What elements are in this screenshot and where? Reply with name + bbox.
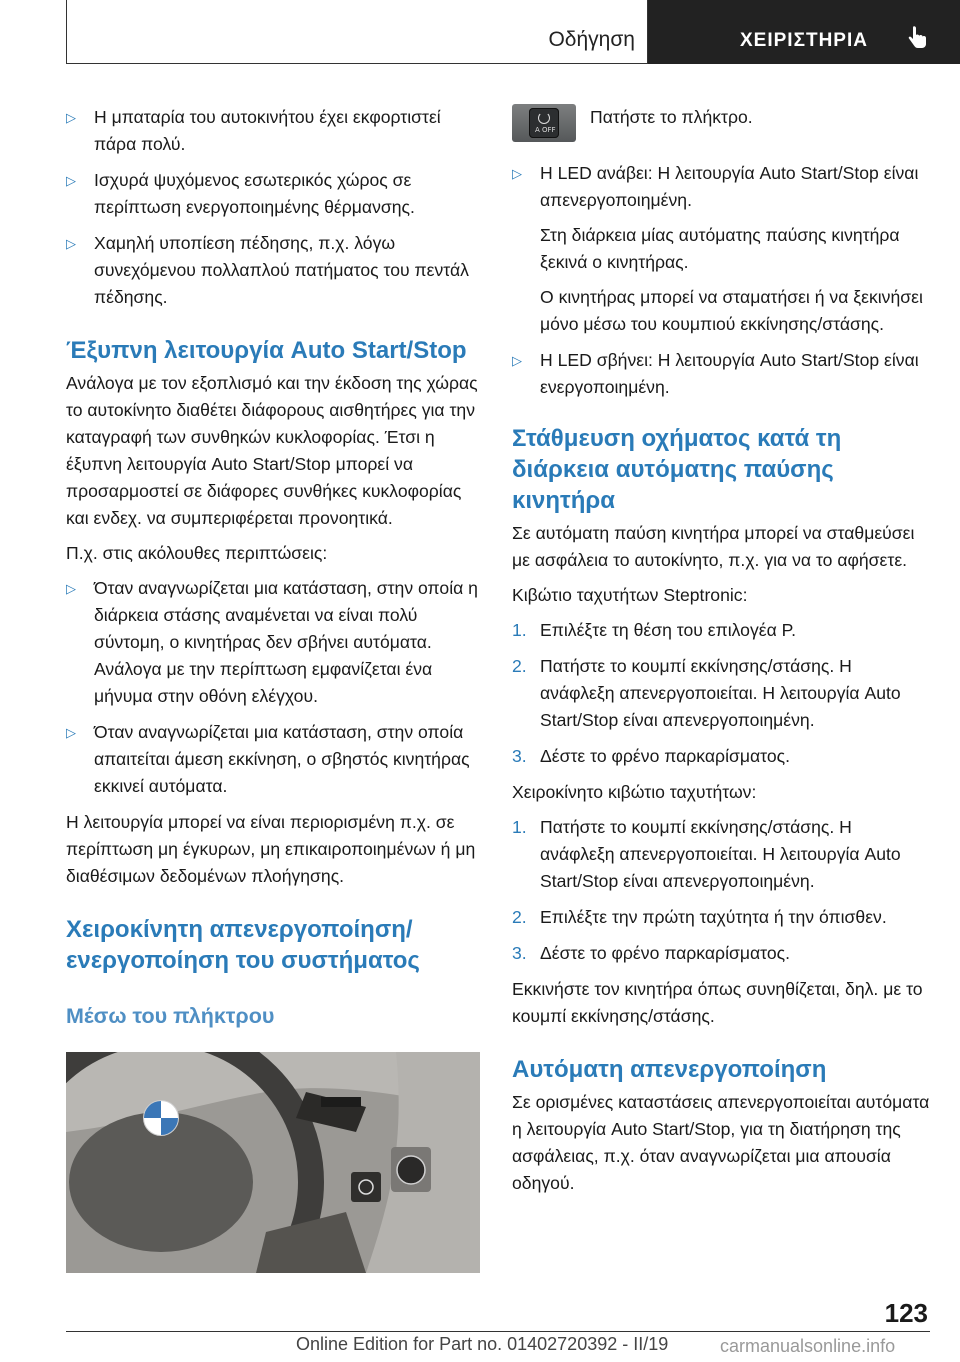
parking-heading: Στάθμευση οχήματος κατά τη διάρκεια αυτόματης παύσης κινητήρα [512,425,842,514]
smart-paragraph: Ανάλογα με τον εξοπλισμό και την έκδοση της χώρας το αυτοκίνητο διαθέτει διάφορους αισθητήρες για την καταγραφή των συνθηκών κυκλοφορίας. Έτσι η έξυπνη λειτουργία Auto Start/Stop μπορεί να προσαρμοστεί σε διάφορες συνθήκες κυκλοφορίας και ενδεχ. να συμπεριφέρεται προνοητικά. [66,373,478,528]
footer-divider [66,1331,930,1332]
triangle-bullet-icon: ▷ [66,236,76,251]
examples-intro: Π.χ. στις ακόλουθες περιπτώσεις: [66,543,328,563]
key-label: A OFF [535,126,556,134]
auto-start-stop-key-image [512,104,576,142]
steptronic-step: 2. Πατήστε το κουμπί εκκίνησης/στάσης. Η ανάφλεξη απενεργοποιείται. Η λειτουργία Auto Start/Stop είναι απενεργοποιημένη. [512,656,901,730]
parking-paragraph: Σε αυτόματη παύση κινητήρα μπορεί να σταθμεύσει με ασφάλεια το αυτοκίνητο, π.χ. για να το αφήσετε. [512,523,915,570]
auto-start-stop-button [529,108,559,138]
chapter-tab [648,0,960,64]
key-instruction-row [512,104,930,142]
header-section-box [66,0,648,64]
page-number: 123 [884,1298,928,1328]
led-on-detail-2: Ο κινητήρας μπορεί να σταματήσει ή να ξεκινήσει μόνο μέσω του κουμπιού εκκίνησης/στάσης. [540,287,923,334]
section-title: Οδήγηση [548,28,635,51]
watermark: carmanualsonline.info [720,1336,896,1356]
chapter-title: ΧΕΙΡΙΣΤΗΡΙΑ [740,30,868,51]
right-column [512,104,930,1205]
list-item: ▷ Όταν αναγνωρίζεται μια κατάσταση, στην οποία απαιτείται άμεση εκκίνηση, ο σβηστός κινητήρας εκκινεί αυτόματα. [66,719,480,800]
led-on-detail-1: Στη διάρκεια μίας αυτόματης παύσης κινητήρα ξεκινά ο κινητήρας. [540,225,900,272]
press-key-text: Πατήστε το πλήκτρο. [590,107,753,127]
triangle-bullet-icon: ▷ [66,725,76,740]
manual-step: 1. Πατήστε το κουμπί εκκίνησης/στάσης. Η ανάφλεξη απενεργοποιείται. Η λειτουργία Auto Start/Stop είναι απενεργοποιημένη. [512,817,901,891]
triangle-bullet-icon: ▷ [512,166,522,181]
manual-step: 2. Επιλέξτε την πρώτη ταχύτητα ή την όπισθεν. [512,907,887,927]
steering-wheel-photo [66,1052,480,1273]
triangle-bullet-icon: ▷ [66,173,76,188]
list-item: ▷ Η LED ανάβει: Η λειτουργία Auto Start/Stop είναι απενεργοποιημένη. Στη διάρκεια μίας αυτόματης παύσης κινητήρα ξεκινά ο κινητήρας. Ο κινητήρας μπορεί να σταματήσει ή να ξεκινήσει μόνο μέσω του κουμπιού εκκίνησης/στάσης. [512,160,930,338]
limitation-paragraph: Η λειτουργία μπορεί να είναι περιορισμένη π.χ. σε περίπτωση μη έγκυρων, μη επικαιροποιημένων ή μη διαθέσιμων δεδομένων πλοήγησης. [66,812,476,886]
left-column [66,104,480,1273]
triangle-bullet-icon: ▷ [66,110,76,125]
steptronic-step: 3. Δέστε το φρένο παρκαρίσματος. [512,746,790,766]
steptronic-step: 1. Επιλέξτε τη θέση του επιλογέα P. [512,620,797,640]
list-item: ▷ Όταν αναγνωρίζεται μια κατάσταση, στην οποία η διάρκεια στάσης αναμένεται να είναι πολύ σύντομη, ο κινητήρας δεν σβήνει αυτόματα. Ανάλογα με την περίπτωση εμφανίζεται ένα μήνυμα στην οθόνη ελέγχου. [66,575,480,710]
auto-start-stop-icon [538,112,550,124]
via-button-subheading: Μέσω του πλήκτρου [66,1004,275,1028]
hand-pointer-icon [906,26,928,55]
auto-deactivation-heading: Αυτόματη απενεργοποίηση [512,1056,827,1083]
smart-auto-start-stop-heading: Έξυπνη λειτουργία Auto Start/Stop [66,337,467,364]
auto-deactivation-paragraph: Σε ορισμένες καταστάσεις απενεργοποιείται αυτόματα η λειτουργία Auto Start/Stop, για τη διατήρηση της ασφάλειας, π.χ. όταν αναγνωρίζεται μια απουσία οδηγού. [512,1092,930,1193]
manual-toggle-heading: Χειροκίνητη απενεργοποίηση/ενεργοποίηση του συστήματος [66,916,420,974]
edition-text: Online Edition for Part no. 01402720392 - II/19 [296,1334,669,1354]
triangle-bullet-icon: ▷ [66,581,76,596]
triangle-bullet-icon: ▷ [512,353,522,368]
manual-step: 3. Δέστε το φρένο παρκαρίσματος. [512,943,790,963]
steptronic-intro: Κιβώτιο ταχυτήτων Steptronic: [512,585,748,605]
manual-gearbox-intro: Χειροκίνητο κιβώτιο ταχυτήτων: [512,782,757,802]
list-item: ▷ Ισχυρά ψυχόμενος εσωτερικός χώρος σε περίπτωση ενεργοποιημένης θέρμανσης. [66,167,480,221]
list-item: ▷ Χαμηλή υποπίεση πέδησης, π.χ. λόγω συνεχόμενου πολλαπλού πατήματος του πεντάλ πέδησης. [66,230,480,311]
list-item: ▷ Η μπαταρία του αυτοκινήτου έχει εκφορτιστεί πάρα πολύ. [66,104,480,158]
restart-paragraph: Εκκινήστε τον κινητήρα όπως συνηθίζεται, δηλ. με το κουμπί εκκίνησης/στάσης. [512,979,923,1026]
list-item: ▷ Η LED σβήνει: Η λειτουργία Auto Start/Stop είναι ενεργοποιημένη. [512,347,930,401]
